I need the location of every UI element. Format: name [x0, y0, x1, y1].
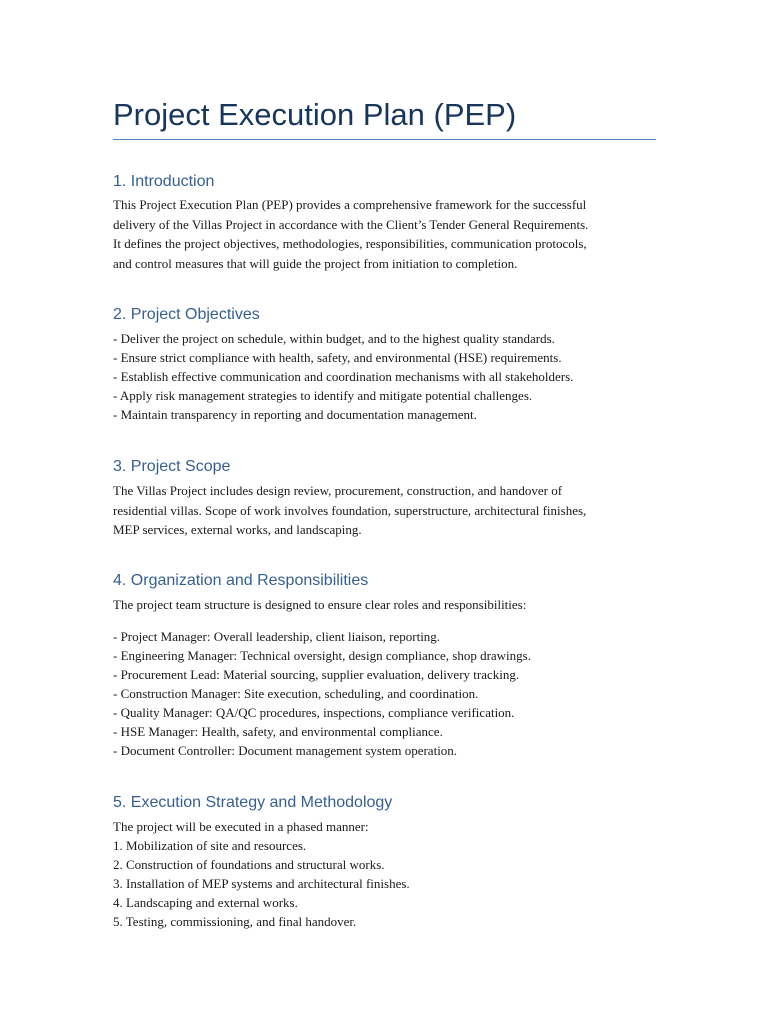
phase-list-item: 1. Mobilization of site and resources.	[113, 838, 307, 853]
introduction-text-line: This Project Execution Plan (PEP) provides a comprehensive framework for the successful	[113, 197, 587, 212]
objective-list-item: - Deliver the project on schedule, within budget, and to the highest quality standards.	[113, 331, 555, 346]
role-list-item: - HSE Manager: Health, safety, and environmental compliance.	[113, 724, 443, 739]
section-heading-execution: 5. Execution Strategy and Methodology	[113, 794, 393, 811]
introduction-text-line: It defines the project objectives, methodologies, responsibilities, communication protocols,	[113, 236, 587, 251]
role-list-item: - Engineering Manager: Technical oversight, design compliance, shop drawings.	[113, 648, 531, 663]
role-list-item: - Project Manager: Overall leadership, client liaison, reporting.	[113, 629, 441, 644]
role-list-item: - Procurement Lead: Material sourcing, supplier evaluation, delivery tracking.	[113, 667, 520, 682]
section-heading-organization: 4. Organization and Responsibilities	[113, 572, 369, 589]
objective-list-item: - Apply risk management strategies to identify and mitigate potential challenges.	[113, 388, 533, 403]
phase-list-item: 3. Installation of MEP systems and architectural finishes.	[113, 876, 410, 891]
objective-list-item: - Establish effective communication and coordination mechanisms with all stakeholders.	[113, 369, 574, 384]
scope-text-line: MEP services, external works, and landscaping.	[113, 522, 362, 537]
execution-intro-text: The project will be executed in a phased manner:	[113, 819, 369, 834]
phase-list-item: 5. Testing, commissioning, and final handover.	[113, 914, 357, 929]
phase-list-item: 2. Construction of foundations and structural works.	[113, 857, 385, 872]
organization-intro-text: The project team structure is designed to ensure clear roles and responsibilities:	[113, 597, 527, 612]
section-heading-introduction: 1. Introduction	[113, 173, 215, 190]
objective-list-item: - Maintain transparency in reporting and documentation management.	[113, 407, 477, 422]
scope-text-line: The Villas Project includes design review, procurement, construction, and handover of	[113, 483, 563, 498]
introduction-text-line: and control measures that will guide the project from initiation to completion.	[113, 255, 518, 271]
role-list-item: - Quality Manager: QA/QC procedures, inspections, compliance verification.	[113, 705, 515, 720]
title-underline-rule	[113, 139, 656, 140]
section-heading-objectives: 2. Project Objectives	[113, 306, 260, 323]
objective-list-item: - Ensure strict compliance with health, safety, and environmental (HSE) requirements.	[113, 350, 562, 365]
role-list-item: - Construction Manager: Site execution, scheduling, and coordination.	[113, 686, 479, 701]
scope-text-line: residential villas. Scope of work involves foundation, superstructure, architectural finishes,	[113, 502, 587, 518]
role-list-item: - Document Controller: Document management system operation.	[113, 743, 458, 758]
section-heading-scope: 3. Project Scope	[113, 458, 231, 475]
phase-list-item: 4. Landscaping and external works.	[113, 895, 298, 910]
document-title: Project Execution Plan (PEP)	[113, 97, 517, 132]
introduction-text-line: delivery of the Villas Project in accordance with the Client’s Tender General Requirements.	[113, 216, 589, 232]
